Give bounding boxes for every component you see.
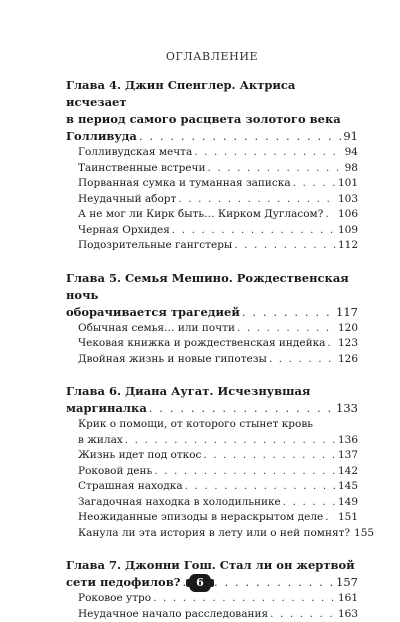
section-page-number: 145 bbox=[338, 479, 358, 495]
dot-leader bbox=[234, 238, 336, 254]
toc-section-entry[interactable] bbox=[78, 145, 358, 161]
section-page-number: 161 bbox=[338, 591, 358, 607]
section-row bbox=[78, 591, 358, 607]
page-number-badge: 6 bbox=[189, 574, 211, 592]
section-page-number: 136 bbox=[338, 433, 358, 449]
section-page-number: 94 bbox=[345, 145, 358, 161]
dot-leader bbox=[325, 510, 336, 526]
section-row bbox=[78, 321, 358, 337]
section-title: Таинственные встречи bbox=[78, 161, 205, 177]
dot-leader bbox=[149, 400, 334, 417]
toc-section-entry[interactable] bbox=[78, 238, 358, 254]
section-title: Чековая книжка и рождественская индейка bbox=[78, 336, 325, 352]
chapter-title-line: Глава 7. Джонни Гош. Стал ли он жертвой bbox=[66, 557, 358, 574]
chapter-title[interactable] bbox=[66, 270, 358, 321]
section-row bbox=[78, 145, 358, 161]
toc-section-entry[interactable] bbox=[78, 495, 358, 511]
dot-leader bbox=[269, 352, 336, 368]
chapter-title-line: Глава 4. Джин Спенглер. Актриса исчезает bbox=[66, 77, 358, 111]
toc-section-entry[interactable] bbox=[78, 526, 358, 542]
dot-leader bbox=[325, 207, 336, 223]
dot-leader bbox=[139, 128, 342, 145]
toc-section-entry[interactable] bbox=[78, 448, 358, 464]
chapter-page-number: 133 bbox=[336, 400, 358, 417]
toc-section-entry[interactable] bbox=[78, 207, 358, 223]
toc-section-entry[interactable] bbox=[78, 417, 358, 448]
chapter-page-number: 117 bbox=[336, 304, 358, 321]
toc-list bbox=[66, 77, 358, 622]
section-row bbox=[78, 464, 358, 480]
chapter-title-line: Голливуда bbox=[66, 128, 137, 145]
toc-section-entry[interactable] bbox=[78, 321, 358, 337]
section-page-number: 109 bbox=[338, 223, 358, 239]
toc-chapter bbox=[66, 383, 358, 541]
dot-leader bbox=[203, 448, 336, 464]
section-title: Роковой день bbox=[78, 464, 152, 480]
section-title: Голливудская мечта bbox=[78, 145, 192, 161]
toc-section-entry[interactable] bbox=[78, 176, 358, 192]
section-row bbox=[78, 526, 358, 542]
section-row bbox=[78, 176, 358, 192]
toc-chapter bbox=[66, 77, 358, 254]
dot-leader bbox=[153, 591, 336, 607]
section-row bbox=[78, 448, 358, 464]
toc-section-entry[interactable] bbox=[78, 352, 358, 368]
chapter-title-line: Глава 5. Семья Мешино. Рождественская ночь bbox=[66, 270, 358, 304]
toc-header: ОГЛАВЛЕНИЕ bbox=[66, 50, 358, 63]
section-title: Жизнь идет под откос bbox=[78, 448, 201, 464]
section-row bbox=[78, 238, 358, 254]
dot-leader bbox=[283, 495, 336, 511]
section-title-line: Крик о помощи, от которого стынет кровь bbox=[78, 417, 358, 433]
chapter-title-row bbox=[66, 128, 358, 145]
section-row bbox=[78, 223, 358, 239]
section-title: Канула ли эта история в лету или о ней помнят? bbox=[78, 526, 350, 542]
section-page-number: 137 bbox=[338, 448, 358, 464]
dot-leader bbox=[172, 223, 336, 239]
section-title: Двойная жизнь и новые гипотезы bbox=[78, 352, 267, 368]
chapter-title-line: маргиналка bbox=[66, 400, 147, 417]
section-row bbox=[78, 510, 358, 526]
chapter-title-row bbox=[66, 400, 358, 417]
dot-leader bbox=[237, 321, 336, 337]
section-row bbox=[78, 352, 358, 368]
section-title: Неожиданные эпизоды в нераскрытом деле bbox=[78, 510, 323, 526]
section-page-number: 112 bbox=[338, 238, 358, 254]
section-page-number: 155 bbox=[354, 526, 374, 542]
chapter-title[interactable] bbox=[66, 77, 358, 145]
toc-section-entry[interactable] bbox=[78, 479, 358, 495]
section-row bbox=[78, 161, 358, 177]
chapter-title-line: оборачивается трагедией bbox=[66, 304, 240, 321]
section-title: Неудачное начало расследования bbox=[78, 607, 268, 622]
dot-leader bbox=[178, 192, 336, 208]
section-page-number: 142 bbox=[338, 464, 358, 480]
chapter-title-line: сети педофилов? bbox=[66, 574, 180, 591]
section-page-number: 98 bbox=[345, 161, 358, 177]
chapter-title-line: Глава 6. Диана Аугат. Исчезнувшая bbox=[66, 383, 358, 400]
section-page-number: 101 bbox=[338, 176, 358, 192]
section-page-number: 120 bbox=[338, 321, 358, 337]
chapter-page-number: 91 bbox=[343, 128, 358, 145]
toc-section-entry[interactable] bbox=[78, 591, 358, 607]
dot-leader bbox=[293, 176, 336, 192]
section-row bbox=[78, 336, 358, 352]
section-row bbox=[78, 192, 358, 208]
section-page-number: 106 bbox=[338, 207, 358, 223]
dot-leader bbox=[327, 336, 336, 352]
dot-leader bbox=[194, 145, 342, 161]
section-title: А не мог ли Кирк быть… Кирком Дугласом? bbox=[78, 207, 323, 223]
section-row bbox=[78, 207, 358, 223]
chapter-title-row bbox=[66, 304, 358, 321]
toc-section-entry[interactable] bbox=[78, 223, 358, 239]
section-row bbox=[78, 433, 358, 449]
chapter-page-number: 157 bbox=[336, 574, 358, 591]
toc-section-entry[interactable] bbox=[78, 510, 358, 526]
section-title: Подозрительные гангстеры bbox=[78, 238, 232, 254]
section-row bbox=[78, 479, 358, 495]
section-page-number: 103 bbox=[338, 192, 358, 208]
toc-page bbox=[66, 50, 358, 622]
toc-section-entry[interactable] bbox=[78, 192, 358, 208]
page-footer bbox=[0, 571, 400, 592]
section-page-number: 163 bbox=[338, 607, 358, 622]
dot-leader bbox=[207, 161, 342, 177]
dot-leader bbox=[185, 479, 336, 495]
section-title: Обычная семья… или почти bbox=[78, 321, 235, 337]
dot-leader bbox=[154, 464, 336, 480]
toc-section-entry[interactable] bbox=[78, 336, 358, 352]
toc-section-entry[interactable] bbox=[78, 464, 358, 480]
section-page-number: 123 bbox=[338, 336, 358, 352]
section-title: в жилах bbox=[78, 433, 123, 449]
section-title: Загадочная находка в холодильнике bbox=[78, 495, 281, 511]
section-row bbox=[78, 495, 358, 511]
dot-leader bbox=[242, 304, 334, 321]
chapter-title[interactable] bbox=[66, 383, 358, 417]
section-title: Неудачный аборт bbox=[78, 192, 176, 208]
toc-chapter bbox=[66, 270, 358, 368]
section-title: Роковое утро bbox=[78, 591, 151, 607]
dot-leader bbox=[125, 433, 336, 449]
chapter-title-line: в период самого расцвета золотого века bbox=[66, 111, 358, 128]
section-title: Страшная находка bbox=[78, 479, 183, 495]
section-page-number: 149 bbox=[338, 495, 358, 511]
section-title: Порванная сумка и туманная записка bbox=[78, 176, 291, 192]
section-page-number: 151 bbox=[338, 510, 358, 526]
section-title: Черная Орхидея bbox=[78, 223, 170, 239]
section-page-number: 126 bbox=[338, 352, 358, 368]
toc-section-entry[interactable] bbox=[78, 161, 358, 177]
